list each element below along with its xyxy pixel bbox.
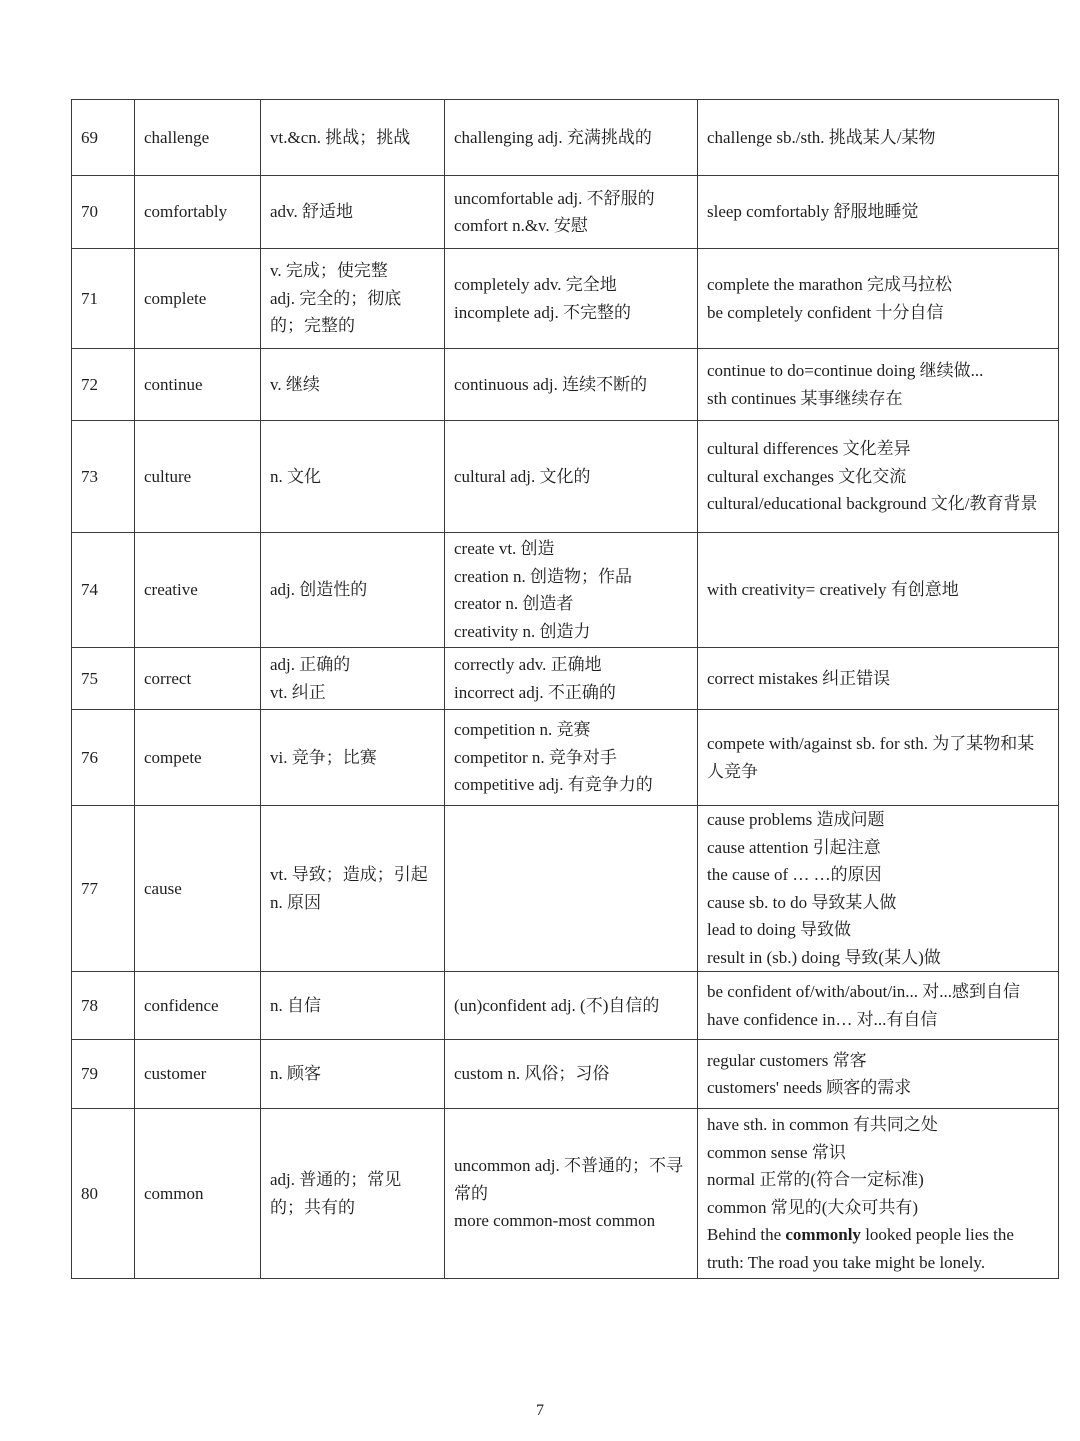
derived-words-cell-line: comfort n.&v. 安慰 xyxy=(454,216,588,235)
table-row xyxy=(72,176,1059,249)
derived-words-cell-line: creator n. 创造者 xyxy=(454,594,574,613)
derived-words-cell-line: competitive adj. 有竞争力的 xyxy=(454,775,653,795)
phrases-cell xyxy=(698,421,1059,533)
meaning-cell-line: vt. 导致；造成；引起 xyxy=(270,865,428,884)
quote-line xyxy=(707,1221,1049,1276)
phrases-cell-line: normal 正常的(符合一定标准) xyxy=(707,1170,924,1189)
meaning-cell-line: n. 顾客 xyxy=(270,1064,321,1084)
table-row xyxy=(72,806,1059,972)
table-row xyxy=(72,349,1059,421)
phrases-cell-line: cause attention 引起注意 xyxy=(707,837,881,857)
entry-number-cell: 76 xyxy=(72,710,135,806)
meaning-cell-line: adv. 舒适地 xyxy=(270,202,353,222)
derived-words-cell xyxy=(445,533,698,648)
meaning-cell xyxy=(261,349,445,421)
phrases-cell-line: cultural differences 文化差异 xyxy=(707,439,911,459)
headword-cell: compete xyxy=(135,710,261,806)
entry-number-cell: 70 xyxy=(72,176,135,249)
meaning-cell xyxy=(261,648,445,710)
quote-bold-word: commonly xyxy=(785,1225,861,1244)
meaning-cell xyxy=(261,421,445,533)
phrases-cell-line: the cause of … …的原因 xyxy=(707,865,882,884)
table-row xyxy=(72,533,1059,648)
phrases-cell xyxy=(698,806,1059,972)
derived-words-cell-line: incorrect adj. 不正确的 xyxy=(454,682,616,702)
phrases-cell xyxy=(698,349,1059,421)
meaning-cell-line: n. 文化 xyxy=(270,466,321,486)
phrases-cell-line: regular customers 常客 xyxy=(707,1050,867,1070)
table-row xyxy=(72,100,1059,176)
derived-words-cell-line: creation n. 创造物；作品 xyxy=(454,566,632,586)
phrases-cell-line: sleep comfortably 舒服地睡觉 xyxy=(707,202,919,222)
phrases-cell xyxy=(698,1040,1059,1109)
vocabulary-table-body xyxy=(72,100,1059,1279)
derived-words-cell-line: challenging adj. 充满挑战的 xyxy=(454,127,652,147)
derived-words-cell xyxy=(445,806,698,972)
meaning-cell xyxy=(261,533,445,648)
phrases-cell-line: be confident of/with/about/in... 对...感到自信 xyxy=(707,982,1021,1001)
entry-number-cell: 79 xyxy=(72,1040,135,1109)
table-row xyxy=(72,421,1059,533)
phrases-cell xyxy=(698,710,1059,806)
entry-number-cell: 69 xyxy=(72,100,135,176)
entry-number-cell: 74 xyxy=(72,533,135,648)
meaning-cell-line: vi. 竞争；比赛 xyxy=(270,747,377,767)
meaning-cell-line: adj. 正确的 xyxy=(270,655,351,674)
table-row xyxy=(72,972,1059,1040)
phrases-cell-line: complete the marathon 完成马拉松 xyxy=(707,275,953,294)
table-row xyxy=(72,1109,1059,1279)
entry-number-cell: 75 xyxy=(72,648,135,710)
derived-words-cell-line: uncomfortable adj. 不舒服的 xyxy=(454,188,655,208)
meaning-cell-line: adj. 普通的；常见的；共有的 xyxy=(270,1170,402,1217)
phrases-cell xyxy=(698,533,1059,648)
derived-words-cell xyxy=(445,972,698,1040)
derived-words-cell xyxy=(445,349,698,421)
phrases-cell xyxy=(698,1109,1059,1279)
meaning-cell-line: adj. 完全的；彻底的；完整的 xyxy=(270,288,402,336)
derived-words-cell xyxy=(445,710,698,806)
phrases-cell-line: common 常见的(大众可共有) xyxy=(707,1197,919,1217)
meaning-cell xyxy=(261,1040,445,1109)
vocabulary-table xyxy=(71,99,1059,1279)
derived-words-cell-line: uncommon adj. 不普通的；不寻常的 xyxy=(454,1156,684,1203)
derived-words-cell-line: cultural adj. 文化的 xyxy=(454,466,591,486)
headword-cell: creative xyxy=(135,533,261,648)
phrases-cell-line: cultural exchanges 文化交流 xyxy=(707,466,907,486)
quote-text-before: Behind the xyxy=(707,1225,786,1244)
entry-number-cell: 72 xyxy=(72,349,135,421)
phrases-cell-line: have confidence in… 对...有自信 xyxy=(707,1009,938,1029)
phrases-cell-line: customers' needs 顾客的需求 xyxy=(707,1078,912,1097)
derived-words-cell-line: custom n. 风俗；习俗 xyxy=(454,1064,610,1084)
table-row xyxy=(72,710,1059,806)
derived-words-cell xyxy=(445,1109,698,1279)
table-row xyxy=(72,648,1059,710)
phrases-cell-line: correct mistakes 纠正错误 xyxy=(707,668,891,688)
meaning-cell xyxy=(261,972,445,1040)
headword-cell: culture xyxy=(135,421,261,533)
phrases-cell xyxy=(698,972,1059,1040)
derived-words-cell-line: completely adv. 完全地 xyxy=(454,275,617,294)
meaning-cell-line: v. 继续 xyxy=(270,374,320,394)
derived-words-cell xyxy=(445,648,698,710)
phrases-cell xyxy=(698,176,1059,249)
meaning-cell xyxy=(261,806,445,972)
meaning-cell-line: adj. 创造性的 xyxy=(270,580,368,600)
meaning-cell-line: vt.&cn. 挑战；挑战 xyxy=(270,127,411,147)
derived-words-cell-line: incomplete adj. 不完整的 xyxy=(454,302,632,322)
headword-cell: correct xyxy=(135,648,261,710)
derived-words-cell-line: competition n. 竞赛 xyxy=(454,720,591,740)
page-number: 7 xyxy=(536,1402,544,1419)
derived-words-cell-line: continuous adj. 连续不断的 xyxy=(454,374,648,394)
phrases-cell xyxy=(698,249,1059,349)
table-row xyxy=(72,1040,1059,1109)
entry-number-cell: 77 xyxy=(72,806,135,972)
derived-words-cell xyxy=(445,100,698,176)
meaning-cell-line: vt. 纠正 xyxy=(270,682,326,702)
entry-number-cell: 71 xyxy=(72,249,135,349)
derived-words-cell xyxy=(445,176,698,249)
headword-cell: continue xyxy=(135,349,261,421)
derived-words-cell-line: correctly adv. 正确地 xyxy=(454,655,602,674)
entry-number-cell: 78 xyxy=(72,972,135,1040)
quote-text-after: looked people lies the truth: The road you take might be lonely. xyxy=(707,1225,1014,1272)
headword-cell: cause xyxy=(135,806,261,972)
phrases-cell xyxy=(698,100,1059,176)
phrases-cell-line: challenge sb./sth. 挑战某人/某物 xyxy=(707,127,936,147)
meaning-cell-line: n. 自信 xyxy=(270,995,321,1015)
headword-cell: complete xyxy=(135,249,261,349)
headword-cell: common xyxy=(135,1109,261,1279)
headword-cell: comfortably xyxy=(135,176,261,249)
phrases-cell-line: lead to doing 导致做 xyxy=(707,920,852,939)
derived-words-cell-line: creativity n. 创造力 xyxy=(454,621,591,641)
phrases-cell-line: be completely confident 十分自信 xyxy=(707,302,944,322)
derived-words-cell-line: create vt. 创造 xyxy=(454,539,555,558)
table-row xyxy=(72,249,1059,349)
derived-words-cell-line: more common-most common xyxy=(454,1211,656,1231)
meaning-cell-line: n. 原因 xyxy=(270,892,321,912)
derived-words-cell-line: (un)confident adj. (不)自信的 xyxy=(454,995,660,1015)
meaning-cell xyxy=(261,1109,445,1279)
phrases-cell xyxy=(698,648,1059,710)
phrases-cell-line: sth continues 某事继续存在 xyxy=(707,388,903,408)
headword-cell: challenge xyxy=(135,100,261,176)
derived-words-cell xyxy=(445,249,698,349)
derived-words-cell xyxy=(445,1040,698,1109)
phrases-cell-line: common sense 常识 xyxy=(707,1142,846,1162)
phrases-cell-line: continue to do=continue doing 继续做... xyxy=(707,361,984,380)
phrases-cell-line: cultural/educational background 文化/教育背景 xyxy=(707,494,1038,514)
derived-words-cell xyxy=(445,421,698,533)
headword-cell: customer xyxy=(135,1040,261,1109)
meaning-cell xyxy=(261,249,445,349)
entry-number-cell: 73 xyxy=(72,421,135,533)
phrases-cell-line: compete with/against sb. for sth. 为了某物和某人竞争 xyxy=(707,734,1035,781)
entry-number-cell: 80 xyxy=(72,1109,135,1279)
derived-words-cell-line: competitor n. 竞争对手 xyxy=(454,747,617,767)
meaning-cell xyxy=(261,100,445,176)
meaning-cell xyxy=(261,176,445,249)
meaning-cell-line: v. 完成；使完整 xyxy=(270,261,388,281)
phrases-cell-line: with creativity= creatively 有创意地 xyxy=(707,580,959,600)
phrases-cell-line: cause problems 造成问题 xyxy=(707,810,885,829)
headword-cell: confidence xyxy=(135,972,261,1040)
phrases-cell-line: have sth. in common 有共同之处 xyxy=(707,1115,938,1134)
meaning-cell xyxy=(261,710,445,806)
phrases-cell-line: cause sb. to do 导致某人做 xyxy=(707,892,897,912)
phrases-cell-line: result in (sb.) doing 导致(某人)做 xyxy=(707,947,941,967)
